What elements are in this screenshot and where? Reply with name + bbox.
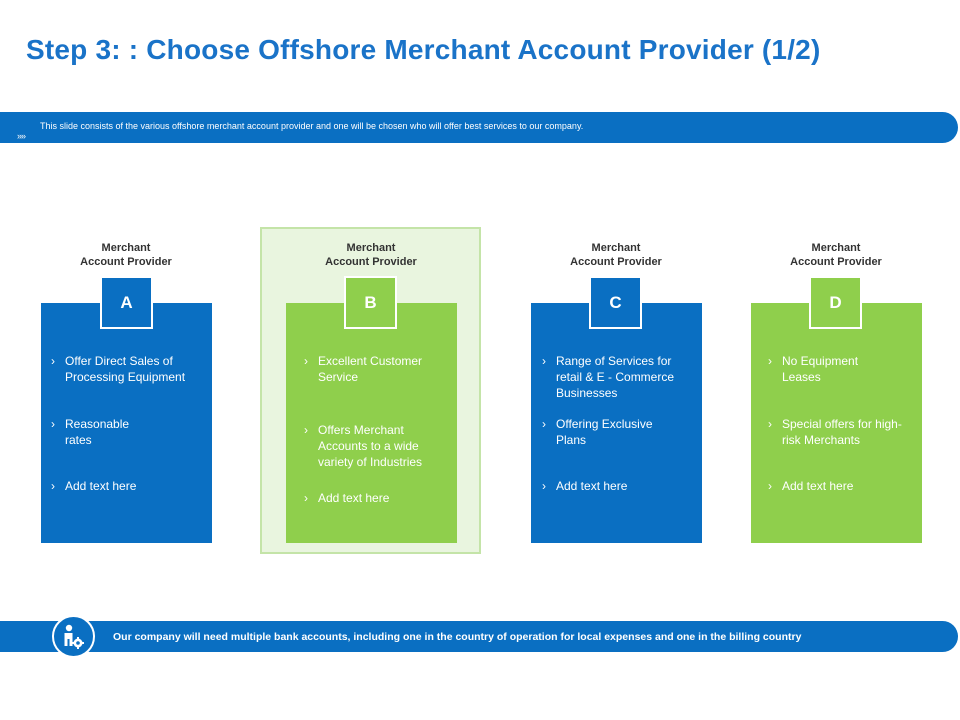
card-c-badge: C bbox=[589, 276, 642, 329]
caption-line: Merchant bbox=[101, 242, 151, 254]
caption-line: Account Provider bbox=[790, 256, 882, 268]
card-c-caption bbox=[531, 241, 701, 269]
bullet-arrow-icon: › bbox=[304, 491, 308, 505]
card-a-caption bbox=[41, 241, 211, 269]
list-item: › Add text here bbox=[768, 479, 854, 493]
caption-line: Merchant bbox=[591, 242, 641, 254]
bullet-arrow-icon: › bbox=[304, 423, 308, 437]
list-item: › Excellent Customer Service bbox=[304, 354, 423, 384]
description-banner bbox=[0, 112, 958, 143]
list-item: › Offering Exclusive Plans bbox=[542, 417, 653, 447]
list-item: › Special offers for high-risk Merchants bbox=[768, 417, 902, 447]
card-d-caption bbox=[751, 241, 921, 269]
bullet-arrow-icon: › bbox=[51, 417, 55, 431]
card-d-badge: D bbox=[809, 276, 862, 329]
bullet-arrow-icon: › bbox=[542, 417, 546, 431]
caption-line: Merchant bbox=[346, 242, 396, 254]
list-item: › Offers Merchant Accounts to a wide variety of Industries bbox=[304, 423, 423, 469]
chevron-right-icon: »» bbox=[17, 131, 26, 141]
list-item: › Add text here bbox=[542, 479, 628, 493]
list-item: › Range of Services for retail & E - Commerce Businesses bbox=[542, 354, 675, 400]
list-item: › Reasonable rates bbox=[51, 417, 130, 447]
bullet-arrow-icon: › bbox=[768, 354, 772, 368]
caption-line: Account Provider bbox=[570, 256, 662, 268]
description-text: This slide consists of the various offshore merchant account provider and one will be chosen who will offer best services to our company. bbox=[40, 121, 584, 131]
caption-line: Account Provider bbox=[80, 256, 172, 268]
bullet-arrow-icon: › bbox=[768, 479, 772, 493]
list-item: › Add text here bbox=[304, 491, 390, 505]
caption-line: Merchant bbox=[811, 242, 861, 254]
bullet-arrow-icon: › bbox=[51, 479, 55, 493]
bullet-arrow-icon: › bbox=[304, 354, 308, 368]
footer-banner bbox=[0, 621, 958, 652]
list-item: › No Equipment Leases bbox=[768, 354, 859, 384]
card-b-badge: B bbox=[344, 276, 397, 329]
bullet-arrow-icon: › bbox=[768, 417, 772, 431]
person-gear-icon bbox=[52, 615, 95, 658]
footer-text: Our company will need multiple bank accounts, including one in the country of operation for local expenses and one in the billing country bbox=[113, 631, 802, 643]
bullet-arrow-icon: › bbox=[542, 354, 546, 368]
card-a-badge: A bbox=[100, 276, 153, 329]
card-b-caption bbox=[286, 241, 456, 269]
page-title: Step 3: : Choose Offshore Merchant Account Provider (1/2) bbox=[26, 34, 821, 65]
caption-line: Account Provider bbox=[325, 256, 417, 268]
list-item: › Offer Direct Sales of Processing Equipment bbox=[51, 354, 186, 384]
bullet-arrow-icon: › bbox=[542, 479, 546, 493]
bullet-arrow-icon: › bbox=[51, 354, 55, 368]
list-item: › Add text here bbox=[51, 479, 137, 493]
